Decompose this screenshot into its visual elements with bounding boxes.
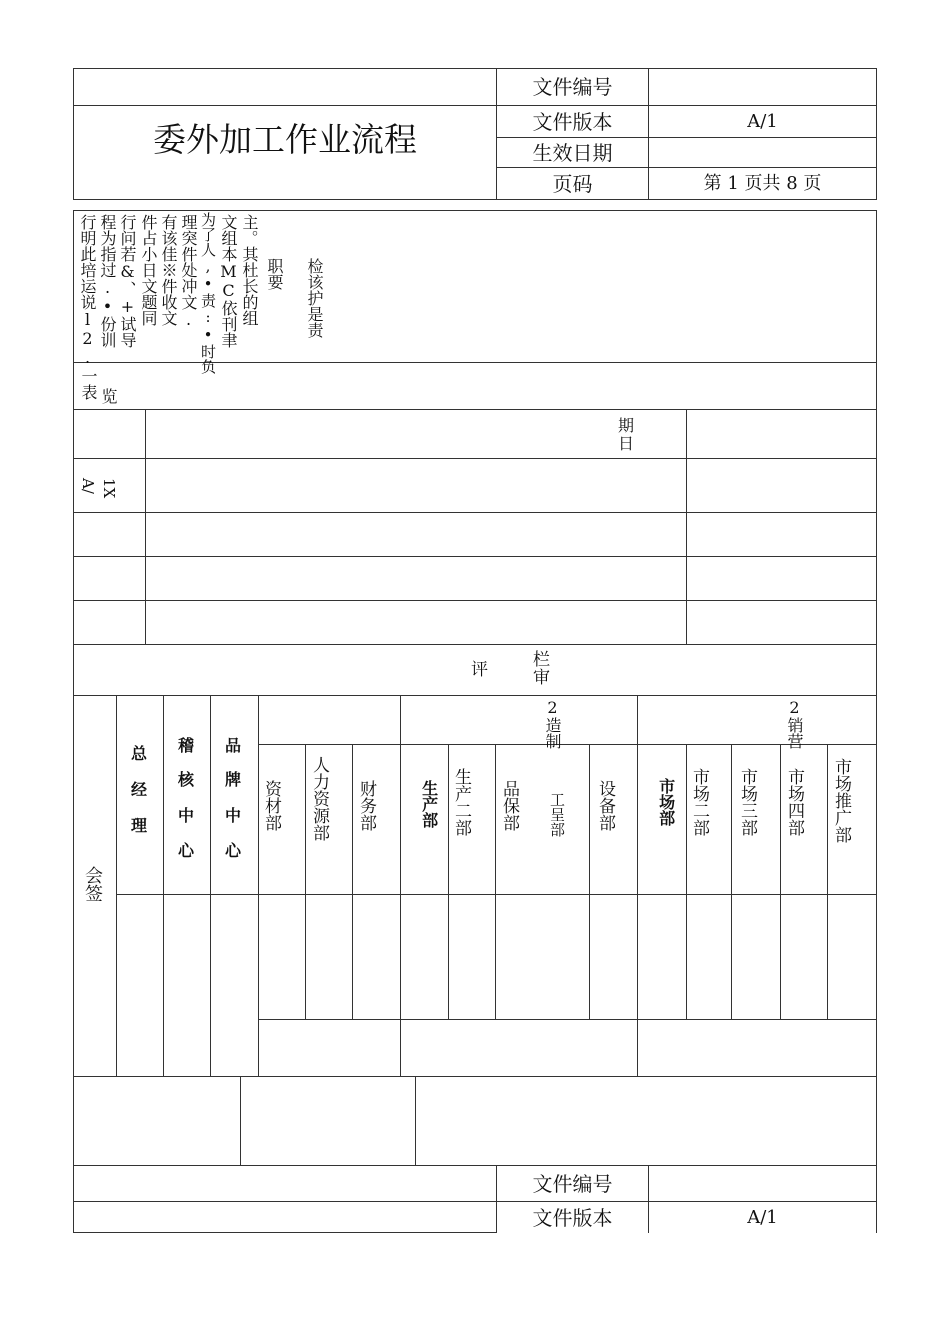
doc-number-value (649, 69, 876, 105)
revision-row1-b: A/ (79, 478, 97, 494)
dept-engineering: 工呈部 (548, 792, 566, 837)
description-col-5: 有该佳※件收文 (159, 214, 178, 326)
review-label-b: 栏 (533, 650, 550, 670)
effective-date-label: 生效日期 (532, 140, 613, 165)
dept-marketing-3: 市场三部 (737, 768, 757, 836)
dept-quality: 品保部 (499, 780, 519, 831)
description-col-4: 件占小日文题同 (139, 214, 158, 326)
revision-label-a: 一表 (79, 368, 98, 400)
dept-marketing: 市场部 (656, 778, 676, 826)
doc-version-value: A/1 (747, 110, 778, 132)
revision-row1-a: 1X (100, 478, 118, 499)
doc-number-label: 文件编号 (532, 75, 613, 99)
review-label-a: 评 (471, 660, 488, 680)
effective-date-value (649, 138, 876, 167)
dept-finance: 财务部 (356, 780, 376, 831)
dept-equipment: 设备部 (595, 780, 615, 831)
footer-doc-version-value: A/1 (747, 1206, 778, 1228)
dept-promotion: 市场推广部 (831, 758, 851, 843)
revision-label-b: 览 (99, 388, 118, 404)
revision-date-header-b: 日 (618, 434, 635, 453)
revision-date-header-a: 期 (618, 416, 635, 435)
group-manufacturing: 2造制 (543, 698, 562, 749)
doc-version-label: 文件版本 (532, 109, 613, 134)
dept-materials: 资材部 (261, 780, 281, 831)
description-col-10: 职要 (265, 258, 284, 290)
description-col-2: 程为指过.•份训 (98, 214, 117, 348)
description-col-11: 检该护是责 (305, 258, 324, 338)
description-col-6: 理突件处冲文. (179, 214, 198, 329)
footer-doc-version-label: 文件版本 (532, 1205, 613, 1230)
footer-doc-number-label: 文件编号 (532, 1171, 613, 1196)
dept-hr: 人力资源部 (309, 756, 329, 841)
description-col-3: 行问若&、+试导 (118, 214, 137, 348)
footer-doc-number-value (649, 1166, 876, 1201)
description-col-1: 行明此培运说l2. (78, 214, 97, 367)
dept-marketing-4: 市场四部 (784, 768, 804, 836)
document-title: 委外加工作业流程 (153, 119, 417, 159)
countersign-label: 会签 (82, 866, 103, 902)
dept-production-2: 生产二部 (451, 768, 471, 836)
page-number-label: 页码 (552, 171, 593, 196)
description-col-7: 为了人,•责:•时负 (199, 212, 217, 374)
group-sales: 2销营 (785, 698, 804, 749)
dept-marketing-2: 市场二部 (689, 768, 709, 836)
dept-production: 生产部 (419, 780, 439, 828)
page-number-value: 第 1 页共 8 页 (703, 172, 822, 194)
review-label-c: 审 (533, 668, 550, 688)
description-col-8: 文组本MC依刊聿 (219, 214, 238, 348)
description-col-9: 主。其杜长的组 (240, 214, 259, 326)
